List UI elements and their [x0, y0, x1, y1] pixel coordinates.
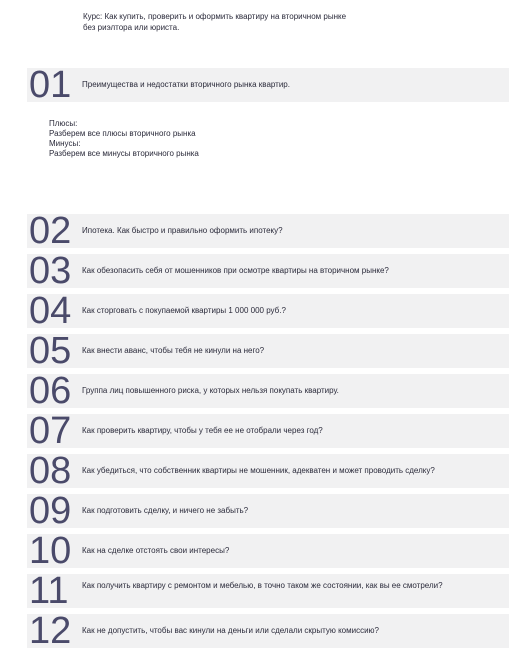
module-row-12[interactable] [27, 610, 509, 652]
module-title: Как получить квартиру с ремонтом и мебелью, в точно таком же состоянии, как вы ее смотрели? [82, 581, 443, 590]
cons-label: Минусы: [49, 139, 81, 148]
module-title: Ипотека. Как быстро и правильно оформить ипотеку? [82, 226, 283, 235]
module-number: 12 [29, 610, 72, 652]
module-row-09[interactable] [27, 490, 509, 532]
module-number: 09 [29, 490, 72, 532]
module-row-02[interactable] [27, 210, 509, 252]
module-number: 05 [29, 330, 72, 372]
module-row-05[interactable] [27, 330, 509, 372]
module-number: 04 [29, 290, 72, 332]
module-row-07[interactable] [27, 410, 509, 452]
course-title: Курс: Как купить, проверить и оформить квартиру на вторичном рынке без риэлтора или юриста. [83, 12, 347, 32]
module-title: Как подготовить сделку, и ничего не забыть? [82, 506, 249, 515]
module-title: Группа лиц повышенного риска, у которых нельзя покупать квартиру. [82, 386, 339, 395]
module-row-01[interactable] [27, 64, 509, 106]
pros-label: Плюсы: [49, 119, 78, 128]
module-title: Преимущества и недостатки вторичного рынка квартир. [82, 80, 290, 89]
module-row-11[interactable] [27, 570, 509, 612]
module-row-10[interactable] [27, 530, 509, 572]
module-row-04[interactable] [27, 290, 509, 332]
module-number: 11 [29, 570, 69, 612]
module-row-03[interactable] [27, 250, 509, 292]
module-title: Как не допустить, чтобы вас кинули на деньги или сделали скрытую комиссию? [82, 626, 379, 635]
module-title: Как убедиться, что собственник квартиры не мошенник, адекватен и может проводить сделку? [82, 466, 435, 475]
module-title: Как внести аванс, чтобы тебя не кинули на него? [82, 346, 265, 355]
module-number: 10 [29, 530, 72, 572]
module-title: Как на сделке отстоять свои интересы? [82, 546, 230, 555]
cons-text: Разберем все минусы вторичного рынка [49, 149, 199, 158]
module-title: Как обезопасить себя от мошенников при осмотре квартиры на вторичном рынке? [82, 266, 389, 275]
module-number: 02 [29, 210, 72, 252]
module-number: 01 [29, 64, 72, 106]
module-number: 06 [29, 370, 72, 412]
module-row-08[interactable] [27, 450, 509, 492]
module-number: 03 [29, 250, 72, 292]
module-number: 08 [29, 450, 72, 492]
module-title: Как проверить квартиру, чтобы у тебя ее не отобрали через год? [82, 426, 323, 435]
module-details [49, 119, 309, 159]
module-number: 07 [29, 410, 72, 452]
pros-text: Разберем все плюсы вторичного рынка [49, 129, 196, 138]
module-row-06[interactable] [27, 370, 509, 412]
module-title: Как сторговать с покупаемой квартиры 1 000 000 руб.? [82, 306, 286, 315]
